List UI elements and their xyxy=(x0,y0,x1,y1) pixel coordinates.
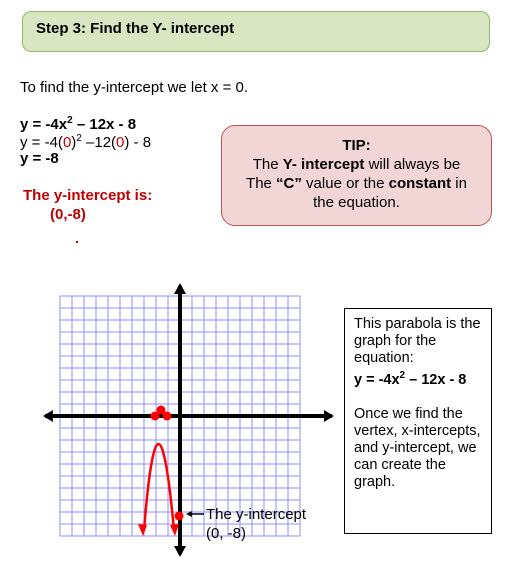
result-value: (0,-8) xyxy=(50,206,86,223)
explanation-para-1: This parabola is the graph for the equation: xyxy=(354,316,481,366)
step-banner xyxy=(22,11,490,52)
y-axis-down-arrow xyxy=(174,546,186,557)
explanation-box xyxy=(344,308,492,534)
tip-box xyxy=(221,125,492,226)
parabola-graph xyxy=(40,280,340,565)
x-intercept-left xyxy=(151,412,160,421)
right-arrow-head xyxy=(170,524,179,536)
y-intercept-label: The y-intercept xyxy=(206,506,307,523)
y-intercept-coords: (0, -8) xyxy=(206,525,247,542)
explanation-para-2: Once we find the vertex, x-intercepts, and y-intercept, we can create the graph. xyxy=(354,405,481,490)
equation-line-1: $y = -4x^2 - 12x - 8$ xyxy=(20,115,137,133)
x-axis-left-arrow xyxy=(43,410,53,422)
tip-line-2: The “C” value or the constant in xyxy=(246,175,467,192)
left-arrow-head xyxy=(138,524,147,536)
y-axis-up-arrow xyxy=(174,283,186,294)
intro-text: To find the y-intercept we let x = 0. xyxy=(20,79,249,96)
tip-line-3: the equation. xyxy=(313,194,400,211)
x-intercept-right xyxy=(163,412,172,421)
x-axis-right-arrow xyxy=(324,410,334,422)
equation-line-3: y = -8 xyxy=(20,150,59,167)
tip-title: TIP: xyxy=(342,137,371,154)
result-title: The y-intercept is: xyxy=(23,187,153,204)
parabola-curve xyxy=(138,406,184,537)
stray-dot xyxy=(76,241,78,243)
explanation-equation: $y = -4x^2 - 12x - 8$ xyxy=(354,370,467,388)
step-title: Step 3: Find the Y- intercept xyxy=(36,20,235,37)
tip-line-1: The Y- intercept will always be xyxy=(252,156,461,173)
y-intercept-point xyxy=(175,512,184,521)
equation-line-2: $y = -4(0)^2$ –12(0) - 8 xyxy=(20,133,152,151)
parabola-line xyxy=(144,444,174,530)
